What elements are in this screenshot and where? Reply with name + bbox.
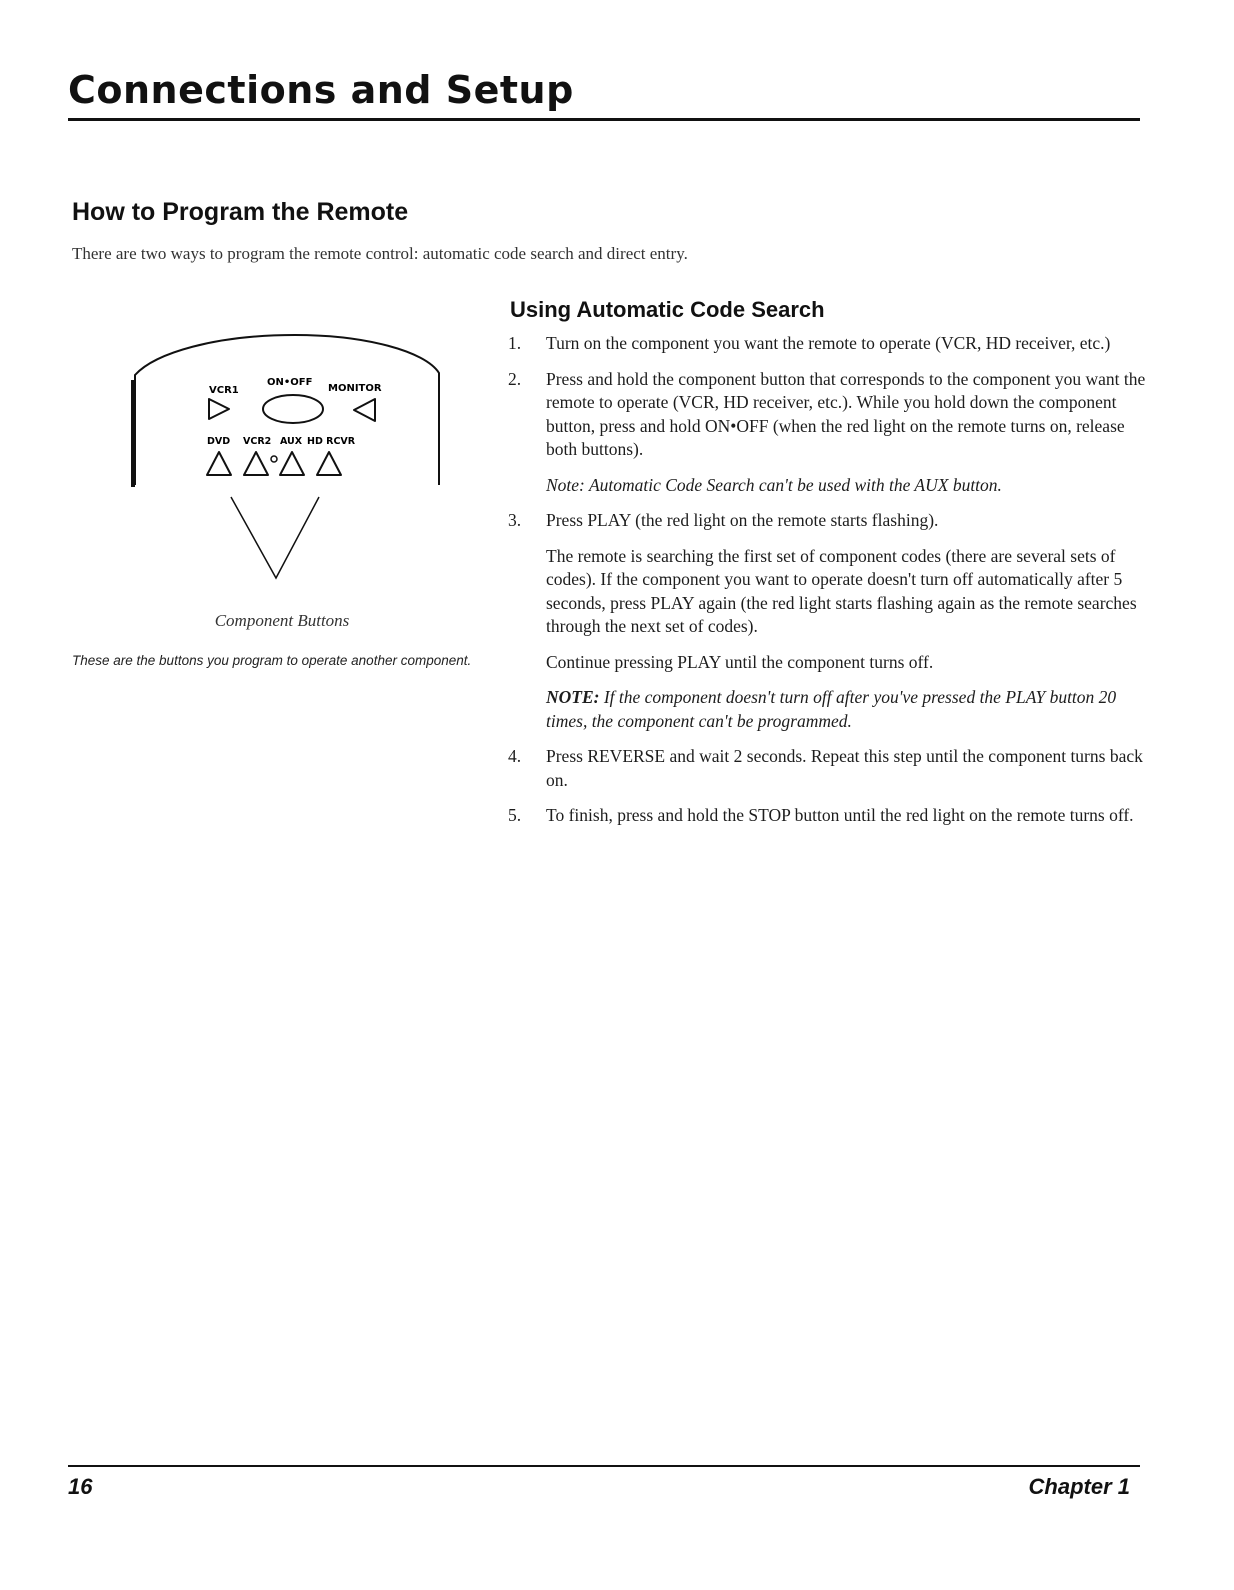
label-onoff: ON•OFF bbox=[267, 377, 313, 388]
note-label: NOTE: bbox=[546, 687, 600, 707]
steps-list bbox=[508, 332, 1148, 840]
step-text: To finish, press and hold the STOP button until the red light on the remote turns off. bbox=[546, 805, 1134, 825]
aux-button-icon bbox=[280, 452, 304, 475]
step-2 bbox=[508, 368, 1148, 462]
step-text: Press PLAY (the red light on the remote starts flashing). bbox=[546, 510, 939, 530]
pointer-lines bbox=[231, 497, 319, 578]
step-number: 2. bbox=[508, 368, 522, 389]
page-header-title: Connections and Setup bbox=[68, 68, 574, 112]
section-intro: There are two ways to program the remote control: automatic code search and direct entry. bbox=[72, 244, 688, 263]
step-text: Turn on the component you want the remote to operate (VCR, HD receiver, etc.) bbox=[546, 333, 1111, 353]
header-rule bbox=[68, 118, 1140, 121]
hd-rcvr-button-icon bbox=[317, 452, 341, 475]
dvd-button-icon bbox=[207, 452, 231, 475]
para-searching: The remote is searching the first set of component codes (there are several sets of codes). If the component you want to operate doesn't turn off automatically after 5 seconds, press PLAY again (the red light starts flashing again as the remote searches through the next set of codes). bbox=[546, 545, 1137, 636]
note-aux: Note: Automatic Code Search can't be used with the AUX button. bbox=[546, 474, 1002, 495]
vcr1-button-icon bbox=[209, 399, 229, 419]
chapter-label: Chapter 1 bbox=[1028, 1474, 1130, 1499]
note-programming bbox=[546, 686, 1148, 733]
para-continue: Continue pressing PLAY until the component turns off. bbox=[546, 651, 934, 672]
onoff-button-icon bbox=[263, 395, 323, 423]
footer-rule bbox=[68, 1465, 1140, 1467]
label-vcr1: VCR1 bbox=[209, 385, 239, 396]
step-number: 5. bbox=[508, 805, 522, 825]
indicator-light-icon bbox=[271, 456, 277, 462]
vcr2-button-icon bbox=[244, 452, 268, 475]
note-text: If the component doesn't turn off after you've pressed the PLAY button 20 times, the component can't be programmed. bbox=[546, 687, 1117, 731]
step-number: 1. bbox=[508, 333, 522, 353]
step-4 bbox=[508, 745, 1148, 792]
remote-diagram bbox=[125, 325, 455, 595]
label-aux: AUX bbox=[280, 436, 303, 447]
label-monitor: MONITOR bbox=[328, 383, 382, 394]
step-1 bbox=[508, 332, 1148, 356]
page-number: 16 bbox=[68, 1474, 93, 1499]
step-text: Press and hold the component button that corresponds to the component you want the remote to operate (VCR, HD receiver, etc.). While you hold down the component button, press and hold ON•OFF (when the red light on the remote turns on, release both buttons). bbox=[546, 368, 1146, 459]
subsection-title: Using Automatic Code Search bbox=[510, 297, 825, 322]
step-number: 4. bbox=[508, 746, 522, 766]
step-3 bbox=[508, 509, 1148, 533]
monitor-button-icon bbox=[354, 399, 375, 421]
step-number: 3. bbox=[508, 510, 522, 530]
label-vcr2: VCR2 bbox=[243, 436, 272, 447]
step-5 bbox=[508, 804, 1148, 828]
remote-illustration bbox=[125, 325, 455, 595]
figure-caption: Component Buttons bbox=[214, 611, 350, 630]
section-title: How to Program the Remote bbox=[72, 198, 409, 226]
label-hd-rcvr: HD RCVR bbox=[307, 436, 356, 447]
step-text: Press REVERSE and wait 2 seconds. Repeat this step until the component turns back on. bbox=[546, 746, 1143, 790]
figure-note: These are the buttons you program to operate another component. bbox=[72, 653, 472, 668]
label-dvd: DVD bbox=[207, 436, 231, 447]
